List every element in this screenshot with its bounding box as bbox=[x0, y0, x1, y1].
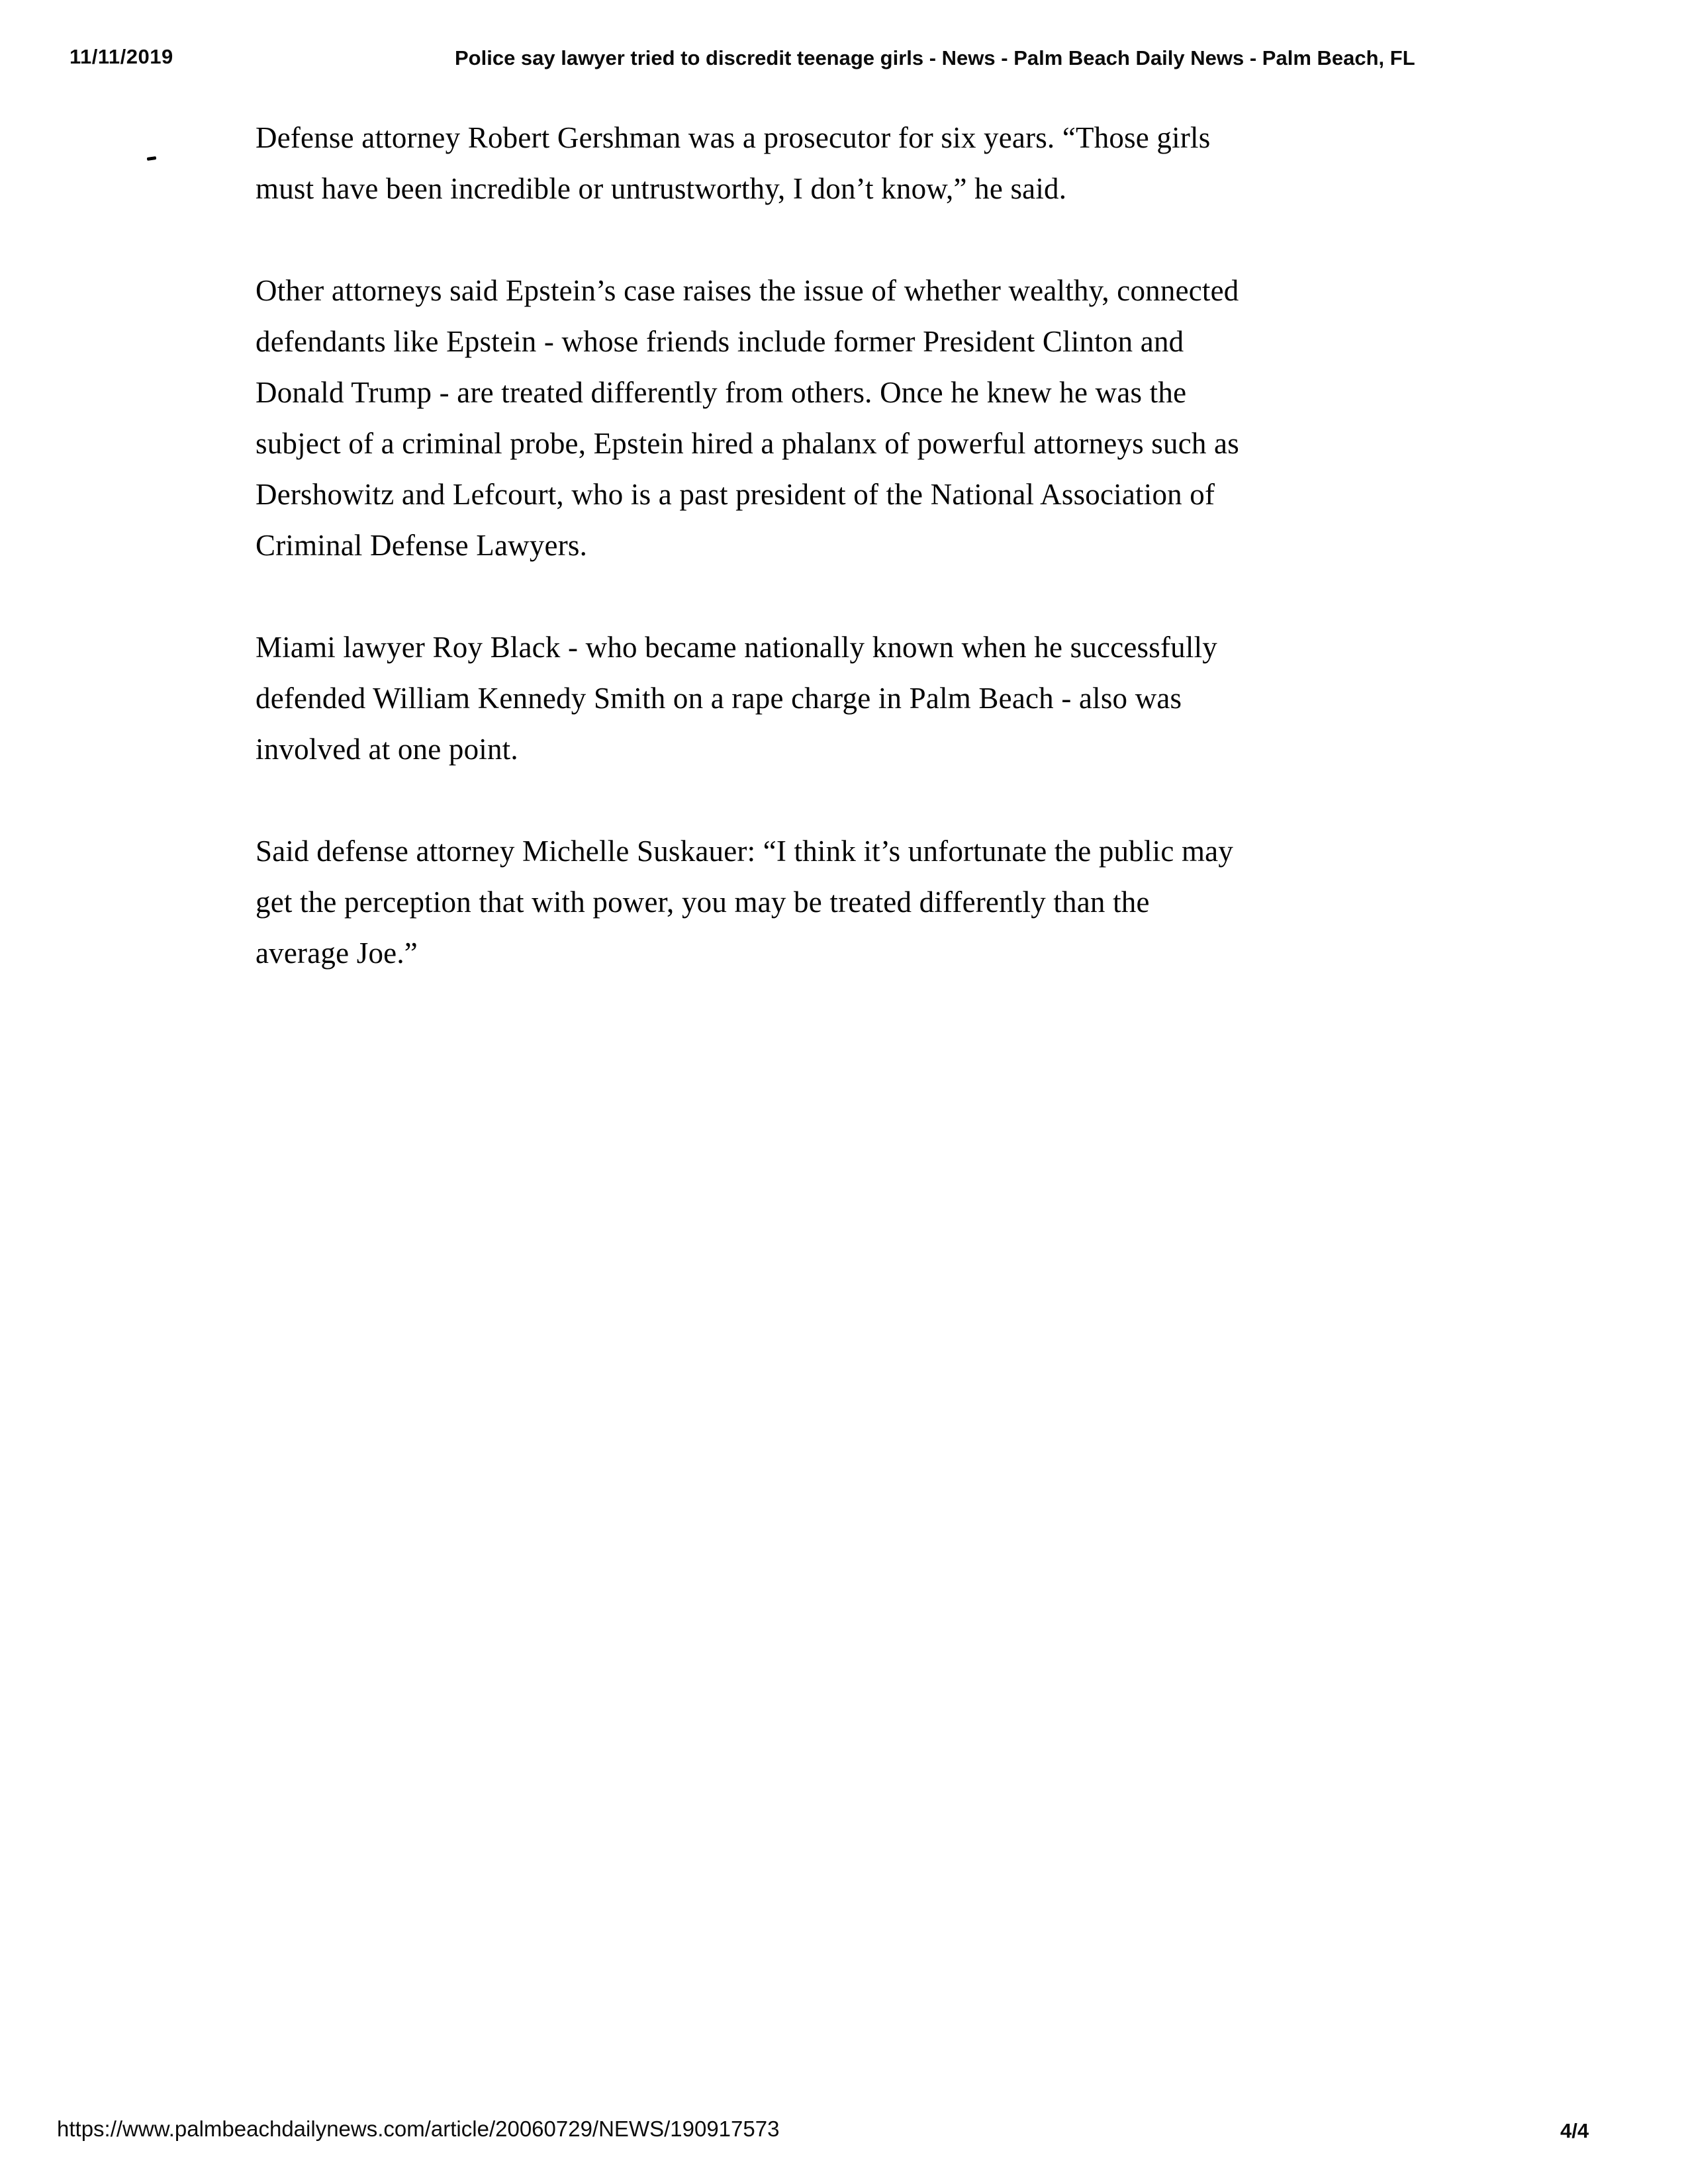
print-header-title: Police say lawyer tried to discredit teenage girls - News - Palm Beach Daily News - Palm Beach, FL bbox=[455, 46, 1415, 69]
print-date: 11/11/2019 bbox=[70, 45, 173, 68]
paragraph: Said defense attorney Michelle Suskauer: “I think it’s unfortunate the public may get the perception that with power, you may be treated differently than the average Joe.” bbox=[256, 835, 1234, 970]
paragraph: Defense attorney Robert Gershman was a prosecutor for six years. “Those girls must have been incredible or untrustworthy, I don’t know,” he said. bbox=[256, 121, 1211, 205]
paragraph: Miami lawyer Roy Black - who became nationally known when he successfully defended William Kennedy Smith on a rape charge in Palm Beach - also was involved at one point. bbox=[256, 631, 1217, 766]
article-body bbox=[256, 113, 1381, 1030]
scan-artifact-mark bbox=[147, 156, 157, 161]
paragraph: Other attorneys said Epstein’s case raises the issue of whether wealthy, connected defendants like Epstein - whose friends include former President Clinton and Donald Trump - are treated differently from others. Once he knew he was the subject of a criminal probe, Epstein hired a phalanx of powerful attorneys such as Dershowitz and Lefcourt, who is a past president of the National Association of Criminal Defense Lawyers. bbox=[256, 274, 1239, 562]
page-number: 4/4 bbox=[1560, 2119, 1589, 2142]
footer-url: https://www.palmbeachdailynews.com/article/20060729/NEWS/190917573 bbox=[57, 2116, 780, 2141]
